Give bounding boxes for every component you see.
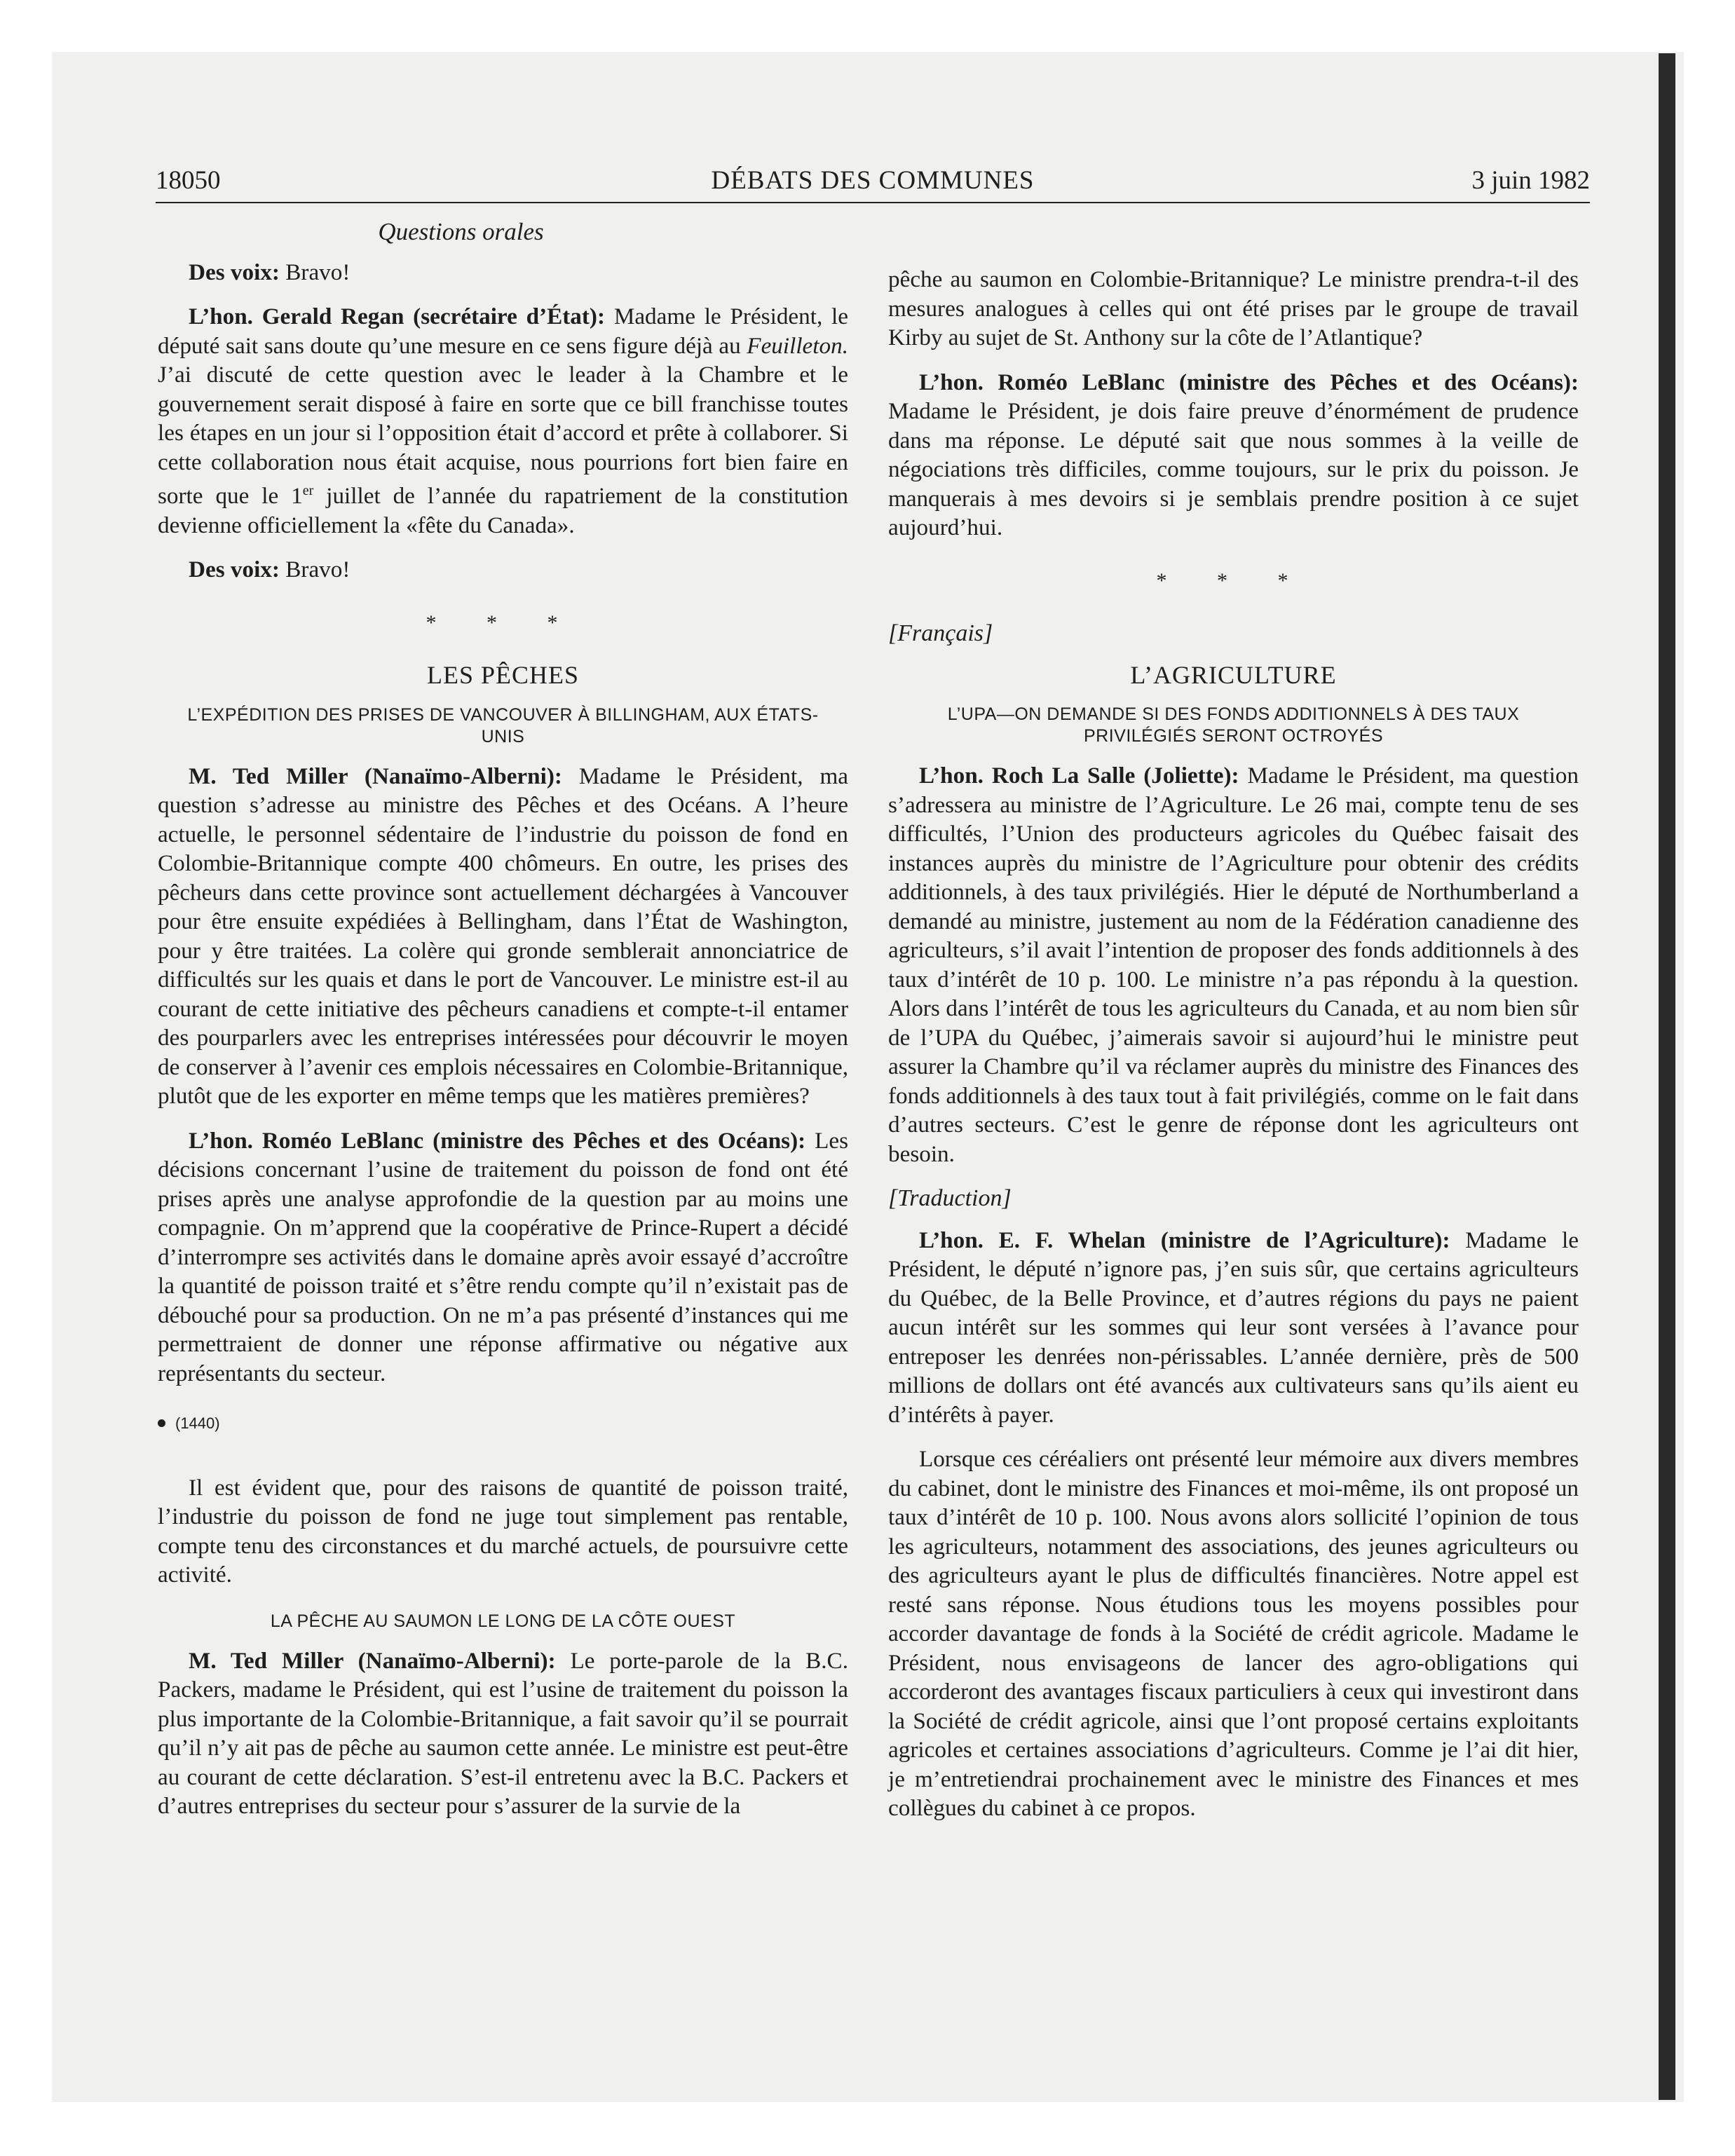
paragraph: Il est évident que, pour des raisons de quantité de poisson traité, l’industrie du poisson de fond ne juge tout simplement pas rentable, compte tenu des circonstances et du marché actuels, de poursuivre cette activité. (158, 1474, 848, 1588)
paragraph: pêche au saumon en Colombie-Britannique? Le ministre prendra-t-il des mesures analogues à celles qui ont été prises par le groupe de travail Kirby au sujet de St. Anthony sur la côte de l’Atlantique? (888, 266, 1579, 350)
paragraph: L’hon. Roméo LeBlanc (ministre des Pêches et des Océans): Madame le Président, je dois faire preuve d’énormément de prudence dans ma réponse. Le député sait que nous sommes à la veille de négociations très difficiles, comme toujours, sur le prix du poisson. Je manquerais à mes devoirs si je semblais prendre position à ce sujet aujourd’hui. (888, 369, 1579, 540)
speaker: L’hon. E. F. Whelan (ministre de l’Agriculture): (919, 1227, 1450, 1253)
speaker: L’hon. Roméo LeBlanc (ministre des Pêches et des Océans): (919, 369, 1579, 395)
left-column (158, 210, 848, 1836)
running-title: Questions orales (378, 218, 544, 245)
paragraph: L’hon. Roch La Salle (Joliette): Madame le Président, ma question s’adressera au ministre de l’Agriculture. Le 26 mai, compte tenu de ses difficultés, l’Union des producteurs agricoles du Québec faisait des instances auprès du ministre de l’Agriculture pour obtenir des crédits additionnels, à des taux privilégiés. Hier le député de Northumberland a demandé au ministre, justement au nom de la Fédération canadienne des agriculteurs, s’il avait l’intention de proposer des fonds additionnels à des taux d’intérêt de 10 p. 100. Le ministre n’a pas répondu à la question. Alors dans l’intérêt de tous les agriculteurs du Canada, et au nom bien sûr de l’UPA du Québec, j’aimerais savoir si aujourd’hui le ministre peut assurer la Chambre qu’il va réclamer auprès du ministre des Finances des fonds additionnels à des taux tout à fait privilégiés, comme on le fait dans d’autres secteurs. C’est le genre de réponse dont les agriculteurs ont besoin. (888, 763, 1579, 1167)
paragraph: L’hon. Gerald Regan (secrétaire d’État): Madame le Président, le député sait sans doute qu’une mesure en ce sens figure déjà au Feuilleton. J’ai discuté de cette question avec le leader à la Chambre et le gouvernement serait disposé à faire en sorte que ce bill franchisse toutes les étapes en un jour si l’opposition était d’accord et prête à collaborer. Si cette collaboration nous était acquise, nous pourrions fort bien faire en sorte que le 1er juillet de l’année du rapatriement de la constitution devienne officiellement la «fête du Canada». (158, 303, 848, 538)
section-separator: * * * (426, 610, 580, 634)
issue-date: 3 juin 1982 (1471, 166, 1590, 195)
subsection-heading: L’UPA—ON DEMANDE SI DES FONDS ADDITIONNELS À DES TAUX PRIVILÉGIÉS SERONT OCTROYÉS (947, 704, 1520, 746)
paragraph: M. Ted Miller (Nanaïmo-Alberni): Le porte-parole de la B.C. Packers, madame le Président, qui est l’usine de traitement du poisson la plus importante de la Colombie-Britannique, a fait savoir qu’il se pourrait qu’il n’y ait pas de pêche au saumon cette année. Le ministre est peut-être au courant de cette déclaration. S’est-il entretenu avec la B.C. Packers et d’autres entreprises du secteur pour s’assurer de la survie de la (158, 1647, 848, 1820)
language-tag: [Français] (888, 620, 993, 646)
paragraph: L’hon. E. F. Whelan (ministre de l’Agriculture): Madame le Président, le député n’ignore pas, j’en suis sûr, que certains agriculteurs du Québec, de la Belle Province, et d’autres régions du pays ne paient aucun intérêt sur les sommes qui leur sont versées à l’avance pour entreposer les denrées non-périssables. L’année dernière, près de 500 millions de dollars ont été avancés aux cultivateurs sans qu’ils aient eu d’intérêts à payer. (888, 1227, 1579, 1428)
section-heading: L’AGRICULTURE (1130, 660, 1337, 689)
time-marker: (1440) (158, 1409, 848, 1438)
speaker: L’hon. Roméo LeBlanc (ministre des Pêches et des Océans): (189, 1127, 806, 1154)
speaker: M. Ted Miller (Nanaïmo-Alberni): (189, 1647, 556, 1674)
speaker: Des voix: (189, 557, 280, 583)
speaker: M. Ted Miller (Nanaïmo-Alberni): (189, 763, 562, 789)
header-rule (156, 202, 1590, 203)
page-header (156, 165, 1590, 203)
section-separator: * * * (1156, 568, 1311, 592)
speaker: L’hon. Roch La Salle (Joliette): (919, 763, 1239, 789)
speaker: L’hon. Gerald Regan (secrétaire d’État): (189, 303, 606, 329)
right-column (888, 210, 1579, 1838)
page-number: 18050 (156, 166, 221, 195)
paragraph: Lorsque ces céréaliers ont présenté leur mémoire aux divers membres du cabinet, dont le ministre des Finances et moi-même, ils ont proposé un taux d’intérêt de 10 p. 100. Nous avons alors sollicité l’opinion de tous les agriculteurs, notamment des associations, des jeunes agriculteurs ou des agriculteurs ayant le plus de difficultés financières. Notre appel est resté sans réponse. Nous étudions tous les moyens possibles pour accorder davantage de fonds à la Société de crédit agricole. Madame le Président, nous envisageons de lancer des agro-obligations qui accorderont des avantages fiscaux particuliers à ceux qui investiront dans la Société de crédit agricole, ainsi que l’ont proposé certains exploitants agricoles et certaines associations d’agriculteurs. Comme je l’ai dit hier, je m’entretiendrai prochainement avec le ministre des Finances et mes collègues du cabinet à ce propos. (888, 1446, 1579, 1821)
section-heading: LES PÊCHES (426, 661, 580, 690)
paragraph: L’hon. Roméo LeBlanc (ministre des Pêches et des Océans): Les décisions concernant l’usine de traitement du poisson de fond ont été prises après une analyse approfondie de la question par au moins une compagnie. On m’apprend que la coopérative de Prince-Rupert a décidé d’interrompre ses activités dans le domaine après avoir essayé d’accroître la quantité de poisson traité et s’être rendu compte qu’il n’existait pas de débouché pour sa production. On ne m’a pas présenté d’instances qui me permettraient de donner une réponse affirmative ou négative aux représentants du secteur. (158, 1127, 848, 1386)
publication-title: DÉBATS DES COMMUNES (711, 166, 1035, 195)
paragraph: Des voix: Bravo! (189, 557, 351, 583)
paragraph: Des voix: Bravo! (189, 259, 351, 285)
subsection-heading: L’EXPÉDITION DES PRISES DE VANCOUVER À BILLINGHAM, AUX ÉTATS-UNIS (187, 704, 819, 746)
bullet-dot-icon (158, 1419, 165, 1427)
scan-edge-bar (1659, 53, 1675, 2100)
paragraph: M. Ted Miller (Nanaïmo-Alberni): Madame le Président, ma question s’adresse au ministre des Pêches et des Océans. A l’heure actuelle, le personnel sédentaire de l’industrie du poisson de fond en Colombie-Britannique compte 400 chômeurs. En outre, les prises des pêcheurs dans cette province sont actuellement déchargées à Vancouver pour être ensuite expédiées à Bellingham, dans l’État de Washington, pour y être traitées. La colère qui gronde semblerait annonciatrice de difficultés sur les quais et dans le port de Vancouver. Le ministre est-il au courant de cette initiative des pêcheurs canadiens et compte-t-il entamer des pourparlers avec les entreprises intéressées pour découvrir le moyen de conserver à l’avenir ces emplois nécessaires en Colombie-Britannique, plutôt que de les exporter en même temps que les matières premières? (158, 763, 848, 1110)
language-tag: [Traduction] (888, 1185, 1012, 1211)
subsection-heading: LA PÊCHE AU SAUMON LE LONG DE LA CÔTE OUEST (270, 1611, 736, 1631)
column-top-spacer (888, 210, 1579, 265)
speaker: Des voix: (189, 259, 280, 285)
